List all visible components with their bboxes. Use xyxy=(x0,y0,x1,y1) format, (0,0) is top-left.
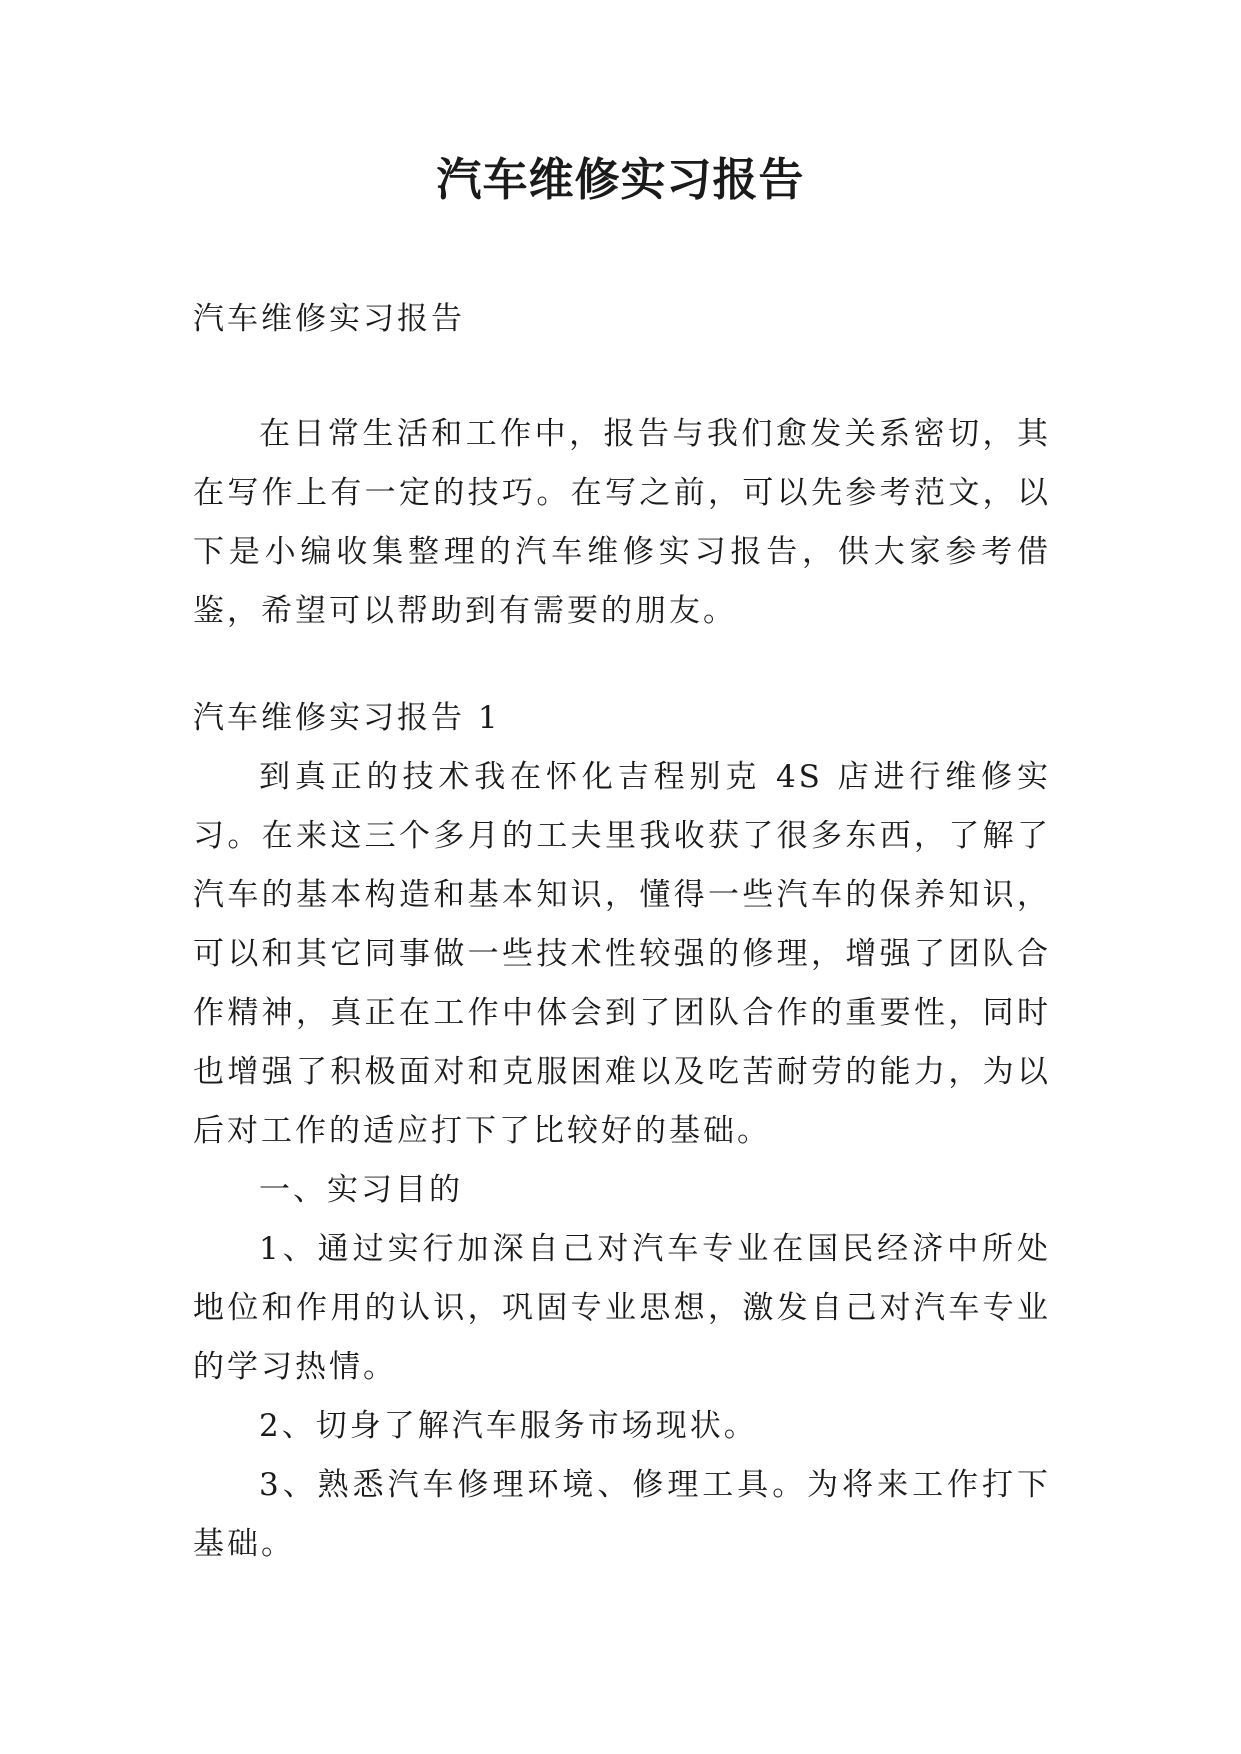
purpose-item: 2、切身了解汽车服务市场现状。 xyxy=(259,1408,758,1444)
document-title: 汽车维修实习报告 xyxy=(436,153,805,206)
section-heading: 汽车维修实习报告 1 xyxy=(193,700,501,736)
section-paragraph: 到真正的技术我在怀化吉程别克 4S 店进行维修实习。在来这三个多月的工夫里我收获了很多东西，了解了汽车的基本构造和基本知识，懂得一些汽车的保养知识，可以和其它同事做一些技术性较强的修理，增强了团队合作精神，真正在工作中体会到了团队合作的重要性，同时也增强了积极面对和克服困难以及吃苦耐劳的能力，为以后对工作的适应打下了比较好的基础。 xyxy=(193,759,1051,1149)
purpose-item: 1、通过实行加深自己对汽车专业在国民经济中所处地位和作用的认识，巩固专业思想，激发自己对汽车专业的学习热情。 xyxy=(193,1231,1051,1385)
intro-paragraph: 在日常生活和工作中，报告与我们愈发关系密切，其在写作上有一定的技巧。在写之前，可以先参考范文，以下是小编收集整理的汽车维修实习报告，供大家参考借鉴，希望可以帮助到有需要的朋友。 xyxy=(193,416,1051,629)
spacer xyxy=(193,641,1051,689)
document-subtitle: 汽车维修实习报告 xyxy=(193,301,465,337)
spacer xyxy=(193,349,1051,405)
document-body xyxy=(193,290,1051,1574)
purpose-heading: 一、实习目的 xyxy=(259,1172,463,1208)
purpose-item: 3、熟悉汽车修理环境、修理工具。为将来工作打下基础。 xyxy=(193,1467,1051,1562)
